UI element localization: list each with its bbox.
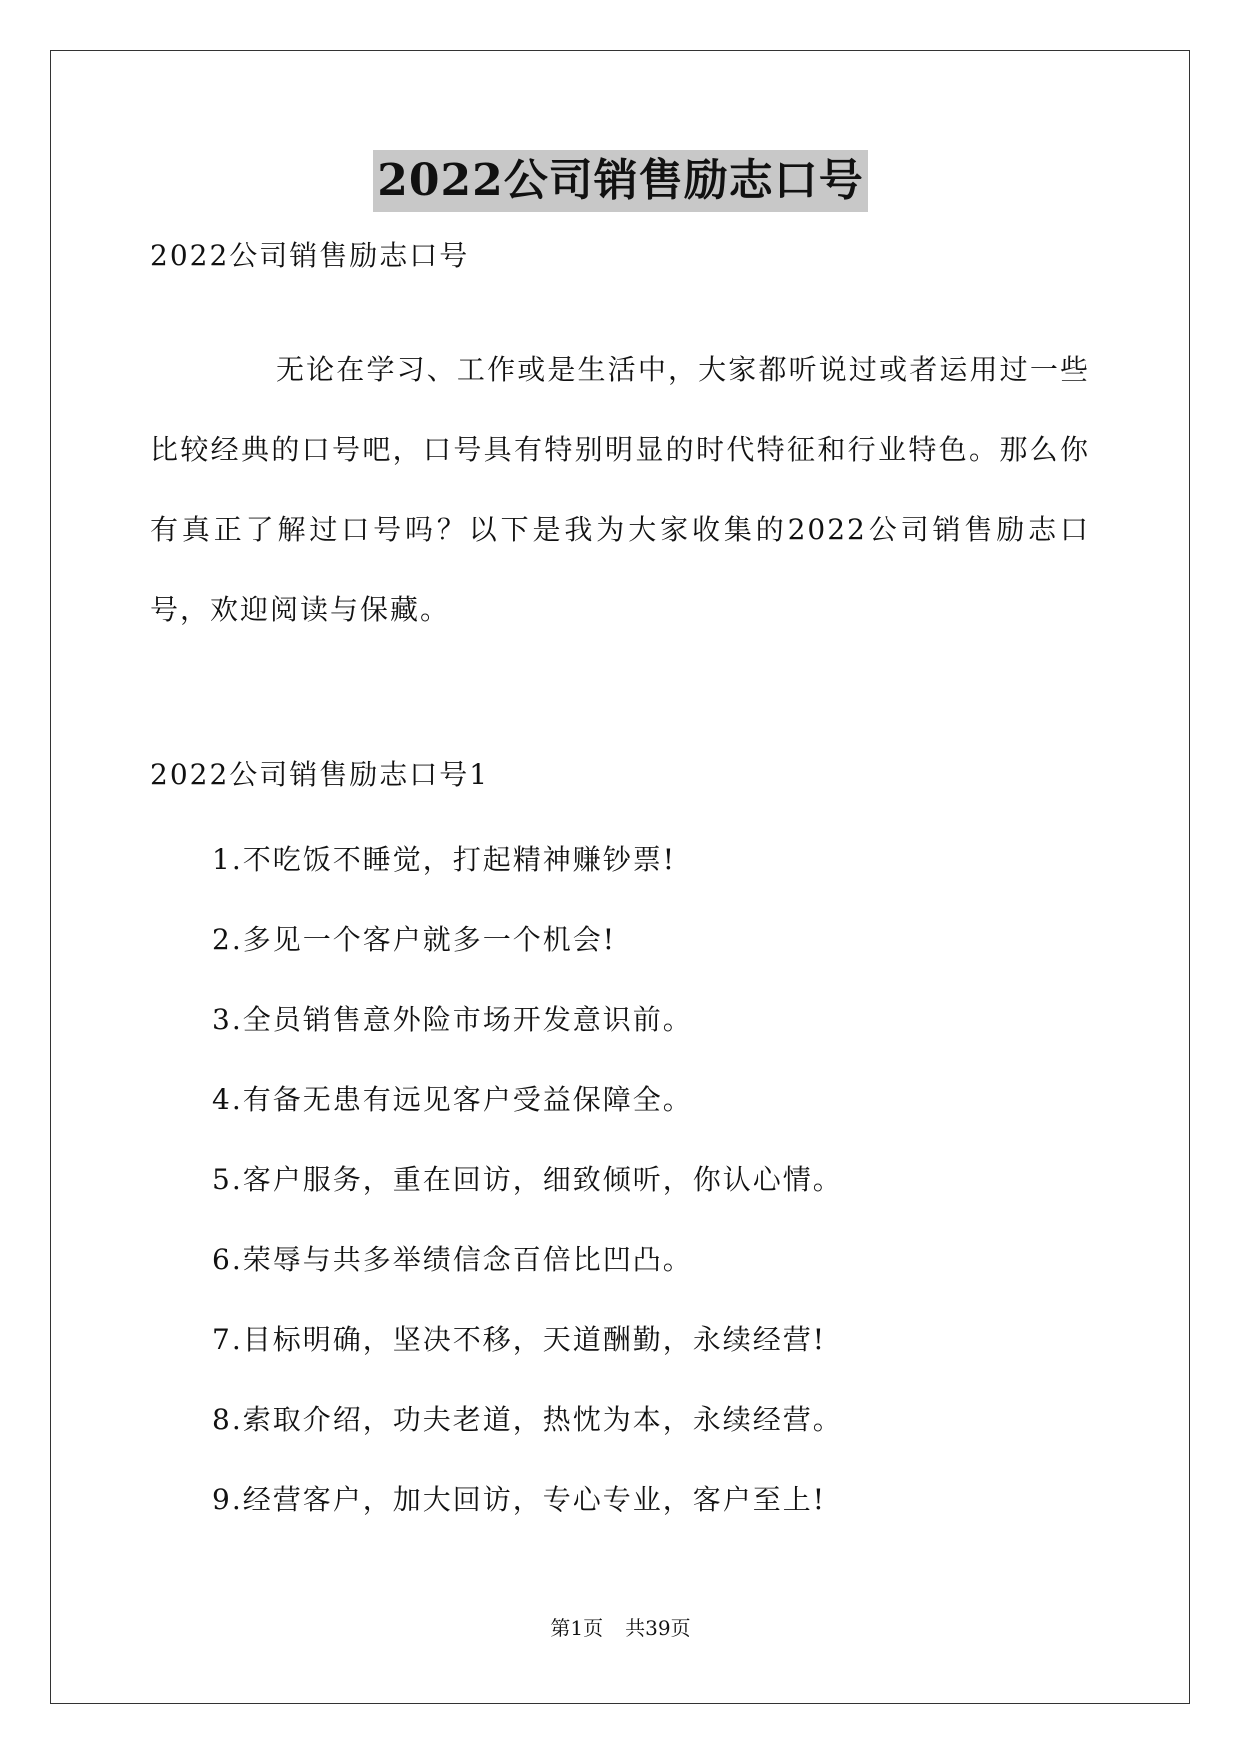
slogan-item: 3.全员销售意外险市场开发意识前。	[212, 1003, 693, 1036]
slogan-item: 1.不吃饭不睡觉，打起精神赚钞票!	[212, 843, 676, 876]
slogan-item: 9.经营客户，加大回访，专心专业，客户至上!	[212, 1483, 826, 1516]
slogan-item: 4.有备无患有远见客户受益保障全。	[212, 1083, 693, 1116]
section-heading: 2022公司销售励志口号1	[150, 758, 490, 791]
slogan-item: 2.多见一个客户就多一个机会!	[212, 923, 616, 956]
title-container	[0, 150, 1241, 212]
page-number: 第1页	[550, 1616, 604, 1640]
intro-paragraph: 无论在学习、工作或是生活中，大家都听说过或者运用过一些比较经典的口号吧，口号具有特别明显的时代特征和行业特色。那么你有真正了解过口号吗？以下是我为大家收集的2022公司销售励志口号，欢迎阅读与保藏。	[150, 353, 1090, 626]
slogan-item: 8.索取介绍，功夫老道，热忱为本，永续经营。	[212, 1403, 843, 1436]
document-title: 2022公司销售励志口号	[373, 150, 867, 212]
page-total: 共39页	[625, 1616, 691, 1640]
page-footer	[0, 1614, 1241, 1642]
slogan-list	[212, 840, 843, 1560]
slogan-item: 7.目标明确，坚决不移，天道酬勤，永续经营!	[212, 1323, 826, 1356]
slogan-item: 6.荣辱与共多举绩信念百倍比凹凸。	[212, 1243, 693, 1276]
slogan-item: 5.客户服务，重在回访，细致倾听，你认心情。	[212, 1163, 843, 1196]
document-subtitle: 2022公司销售励志口号	[150, 239, 470, 272]
